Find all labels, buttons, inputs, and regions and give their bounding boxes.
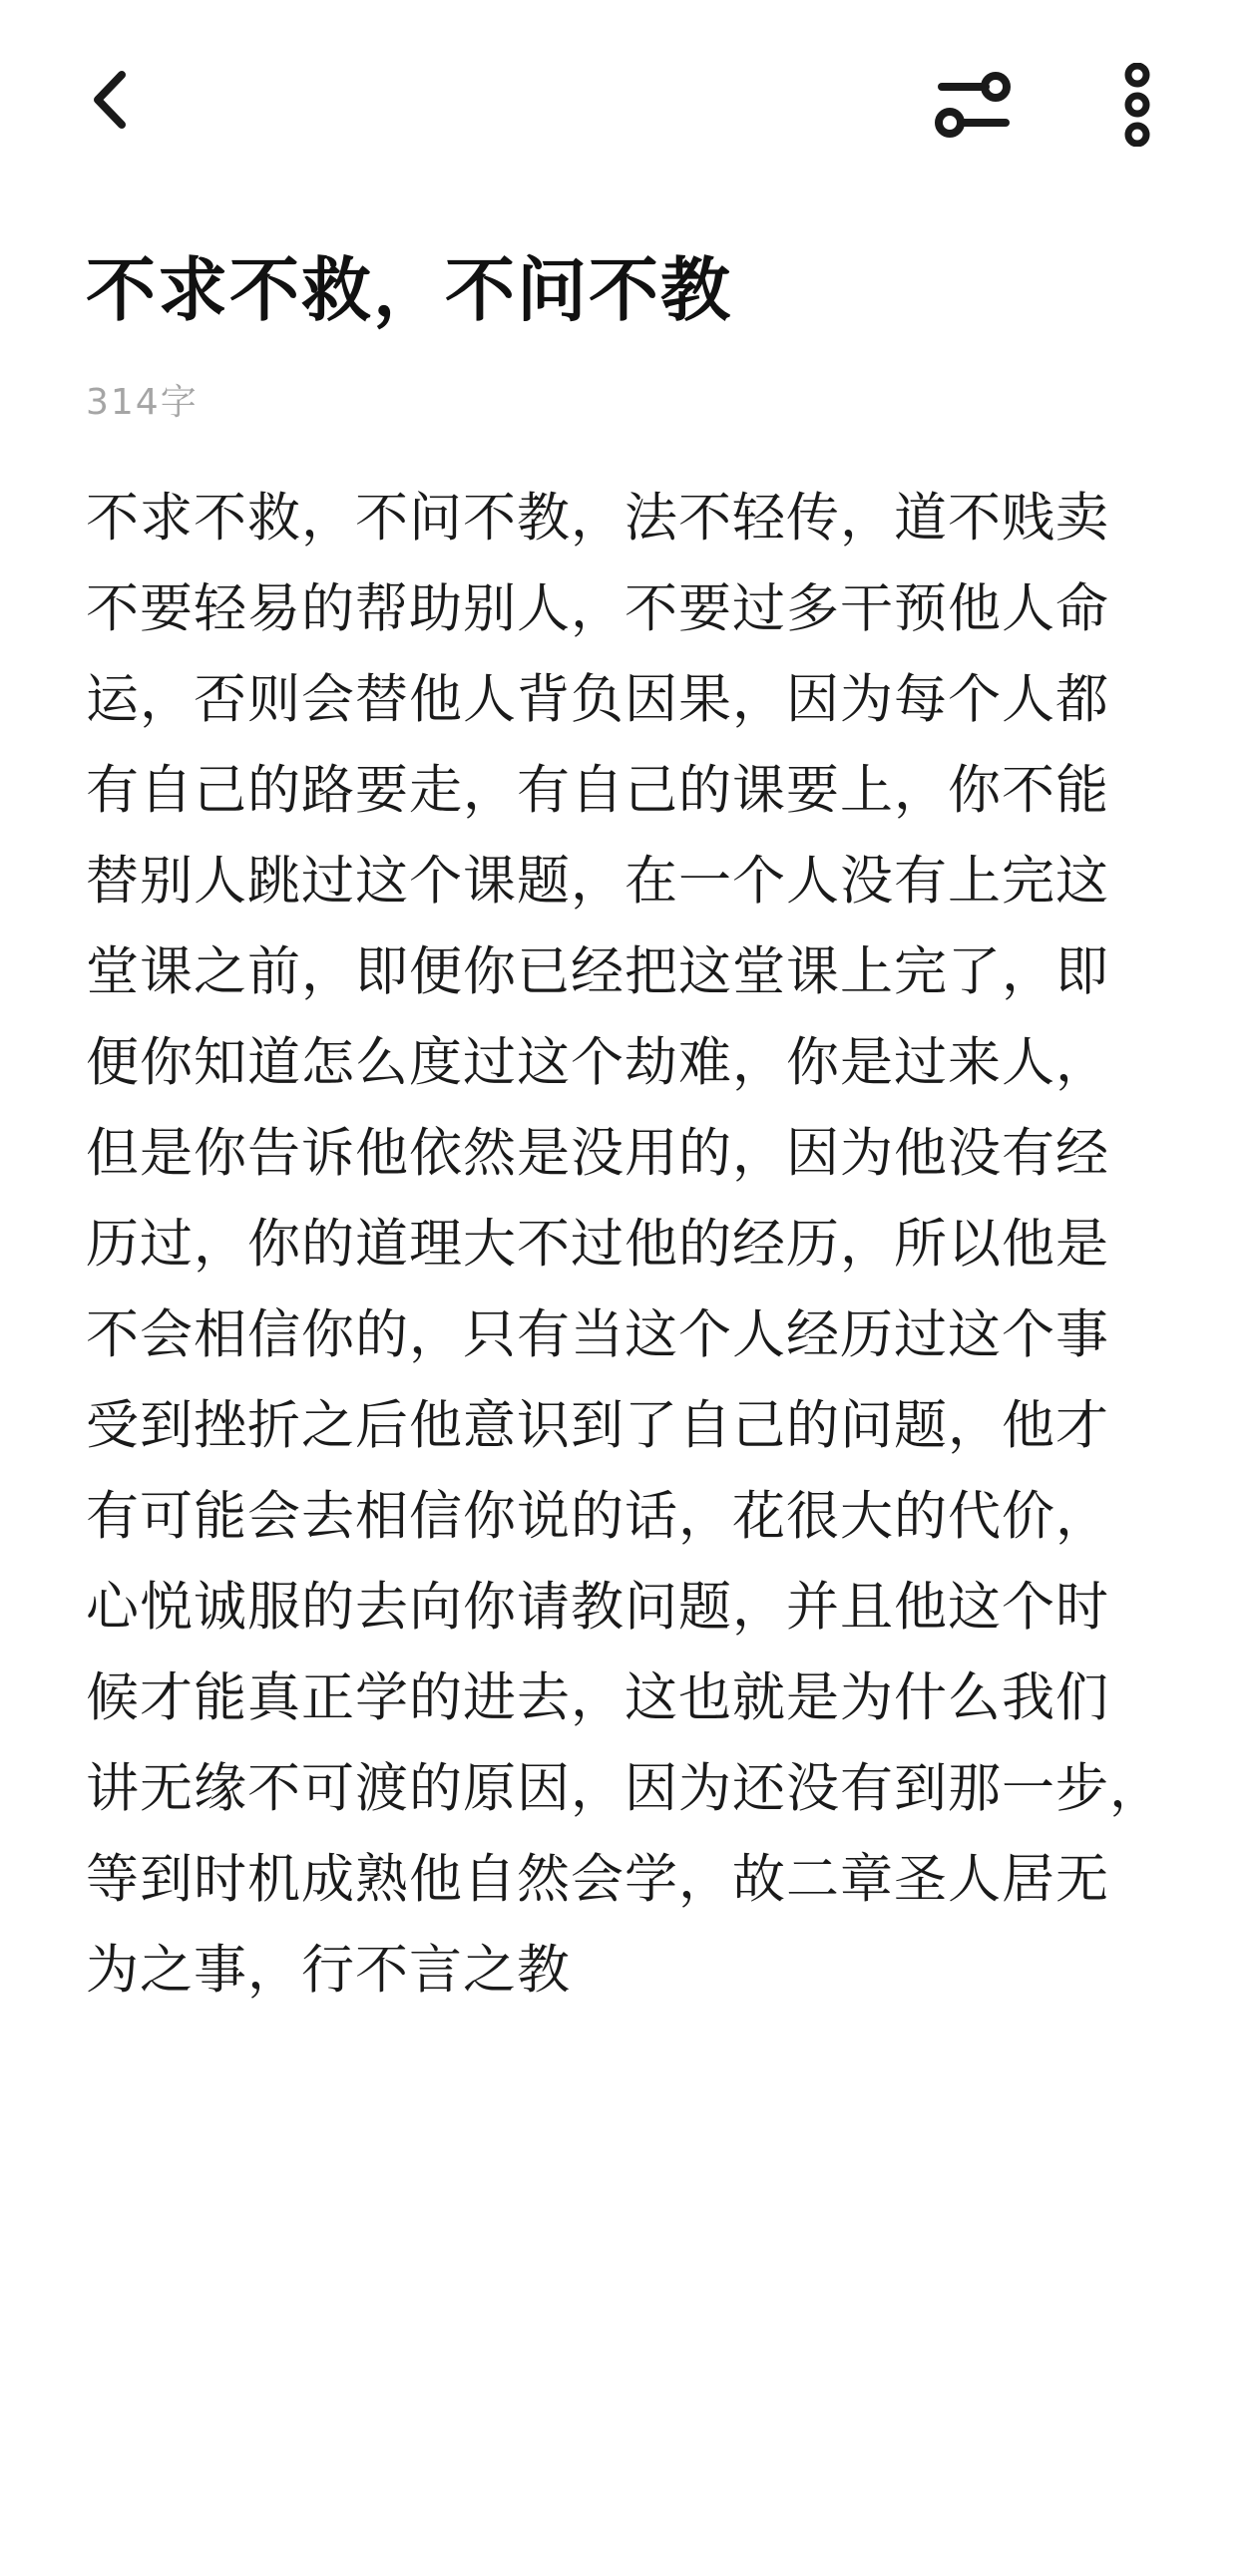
note-title: 不求不救，不问不教	[86, 249, 732, 331]
more-vertical-icon	[1117, 63, 1157, 147]
body-text-line: 等到时机成熟他自然会学，故二章圣人居无	[86, 1849, 1109, 1910]
body-text-line: 不要轻易的帮助别人，不要过多干预他人命	[86, 578, 1109, 639]
back-button[interactable]	[70, 60, 150, 140]
more-options-button[interactable]	[1092, 60, 1182, 150]
chevron-left-icon	[80, 65, 140, 135]
body-text-line: 历过，你的道理大不过他的经历，所以他是	[86, 1214, 1109, 1275]
body-text-line: 有可能会去相信你说的话，花很大的代价，	[86, 1486, 1109, 1547]
body-text-line: 堂课之前，即便你已经把这堂课上完了，即	[86, 941, 1109, 1002]
word-count: 314字	[86, 382, 199, 423]
body-text-line: 运，否则会替他人背负因果，因为每个人都	[86, 669, 1109, 730]
filter-button[interactable]	[928, 60, 1018, 150]
body-text-line: 有自己的路要走，有自己的课要上，你不能	[86, 760, 1109, 821]
body-text-line: 便你知道怎么度过这个劫难，你是过来人，	[86, 1032, 1109, 1093]
body-text-line: 但是你告诉他依然是没用的，因为他没有经	[86, 1123, 1109, 1184]
body-text-line: 不求不救，不问不教，法不轻传，道不贱卖	[86, 488, 1109, 549]
body-text-line: 心悦诚服的去向你请教问题，并且他这个时	[86, 1577, 1109, 1638]
body-text-line: 候才能真正学的进去，这也就是为什么我们	[86, 1667, 1109, 1728]
sliders-icon	[928, 65, 1018, 145]
body-text-line: 讲无缘不可渡的原因，因为还没有到那一步，	[86, 1758, 1163, 1819]
body-text-line: 替别人跳过这个课题，在一个人没有上完这	[86, 851, 1109, 912]
body-text-line: 受到挫折之后他意识到了自己的问题，他才	[86, 1395, 1109, 1456]
body-text-line: 为之事，行不言之教	[86, 1940, 571, 2001]
top-toolbar	[0, 0, 1257, 199]
note-body[interactable]	[86, 473, 1193, 2016]
body-text-line: 不会相信你的，只有当这个人经历过这个事	[86, 1304, 1109, 1365]
